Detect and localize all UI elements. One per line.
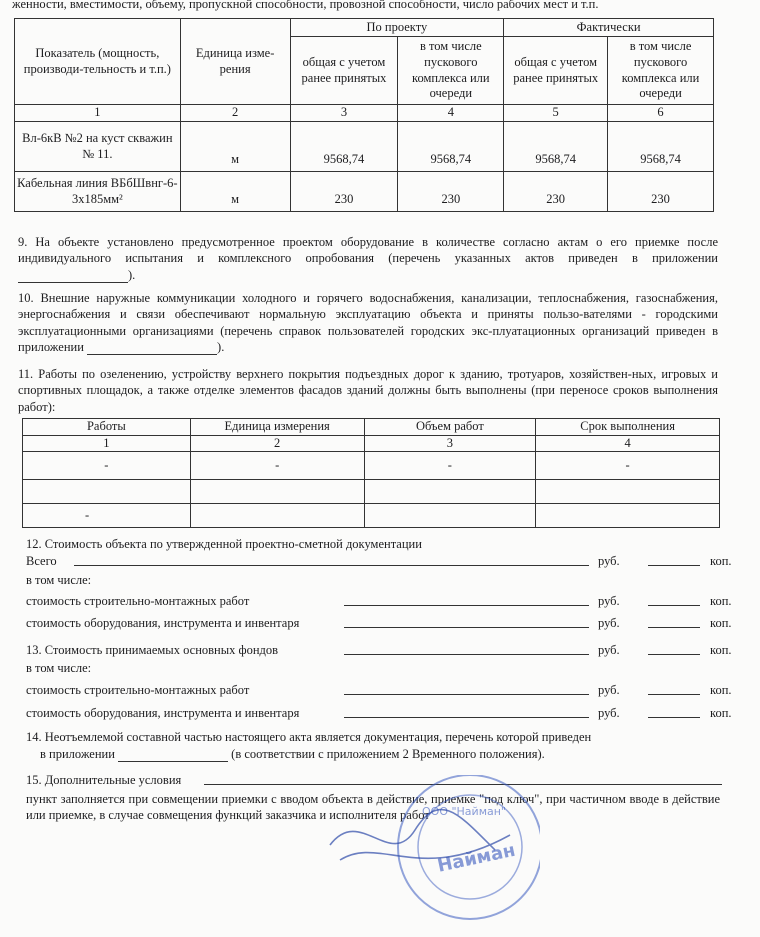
sum-blank [344, 605, 589, 606]
paragraph-10-end: ). [217, 339, 225, 354]
cost-total-row [26, 553, 732, 569]
kop-label: коп. [710, 706, 732, 720]
cell-dash: - [364, 452, 536, 480]
kop-blank [648, 565, 700, 566]
col-num: 2 [190, 435, 364, 452]
header-line: женности, вместимости, объему, пропускной способности, провозной способности, число рабочих мест и т.п. [12, 0, 599, 11]
paragraph-14-appendix [40, 746, 740, 762]
company-stamp [320, 775, 540, 935]
header-actual-total: общая с учетом ранее принятых [504, 37, 608, 105]
kop-label: коп. [710, 616, 732, 630]
appendix-blank [18, 270, 128, 283]
cell-dash: - [190, 452, 364, 480]
row-value: 230 [504, 172, 608, 212]
kop-label: коп. [710, 554, 732, 568]
sum-blank [344, 654, 589, 655]
kop-blank [648, 627, 700, 628]
cost-equip-row [26, 615, 732, 631]
stamp-org: ООО "Найман" [422, 805, 506, 818]
header-project: По проекту [290, 19, 504, 37]
smr-label: стоимость строительно-монтажных работ [26, 683, 250, 697]
col-num: 1 [15, 105, 181, 122]
stamp-ring [398, 775, 540, 919]
col-num: 3 [290, 105, 398, 122]
rub-label: руб. [598, 683, 620, 697]
paragraph-9-end: ). [128, 267, 136, 282]
cell-dash: - [23, 452, 191, 480]
row-name: Вл-6кВ №2 на куст скважин № 11. [15, 122, 181, 172]
table-row [23, 452, 720, 480]
kop-blank [648, 605, 700, 606]
row-value: 230 [290, 172, 398, 212]
appendix-blank [87, 342, 217, 355]
paragraph-11: 11. Работы по озеленению, устройству верхнего покрытия подъездных дорог к зданию, тротуаров, хозяйствен-ных, игровых и спортивных площадок, а также отделке элементов фасадов зданий должны быть выполнены (при переносе сроков выполнения работ): [18, 367, 718, 414]
cell-dash: - [23, 504, 191, 528]
header-project-incl: в том числе пускового комплекса или очереди [398, 37, 504, 105]
row-name: Кабельная линия ВБбШвнг-6- 3х185мм² [15, 172, 181, 212]
header-project-total: общая с учетом ранее принятых [290, 37, 398, 105]
smr-label: стоимость строительно-монтажных работ [26, 594, 250, 608]
sum-blank [344, 717, 589, 718]
incl-label: в том числе: [26, 573, 92, 587]
appendix-label: в приложении [40, 747, 115, 761]
header-indicator: Показатель (мощность, производи-тельность и т.п.) [15, 19, 181, 105]
paragraph-10 [18, 290, 718, 355]
col-num: 4 [398, 105, 504, 122]
paragraph-13-title: 13. Стоимость принимаемых основных фондов [26, 643, 279, 657]
rub-label: руб. [598, 594, 620, 608]
cost-smr-row [26, 682, 732, 698]
table-row [15, 122, 714, 172]
paragraph-15-title: 15. Дополнительные условия [26, 773, 182, 787]
kop-blank [648, 694, 700, 695]
paragraph-10-text: 10. Внешние наружные коммуникации холодного и горячего водоснабжения, канализации, теплоснабжения, газоснабжения, энергоснабжения и связи обеспечивают нормальную эксплуатацию объекта и приняты пользо-вателями - городскими эксплуатационными организациями (перечень справок пользователей городских экс-плуатационных организаций приведен в приложении [18, 291, 718, 354]
paragraph-12-title: 12. Стоимость объекта по утвержденной проектно-сметной документации [26, 537, 422, 551]
rub-label: руб. [598, 643, 620, 657]
col-num: 6 [608, 105, 714, 122]
sum-blank [344, 694, 589, 695]
appendix-note: (в соответствии с приложением 2 Временного положения). [231, 747, 545, 761]
equip-label: стоимость оборудования, инструмента и инвентаря [26, 616, 300, 630]
col-num: 4 [536, 435, 720, 452]
row-value: 9568,74 [504, 122, 608, 172]
header-actual: Фактически [504, 19, 714, 37]
cost-smr-row [26, 593, 732, 609]
table-row [15, 172, 714, 212]
kop-label: коп. [710, 594, 732, 608]
header-works: Работы [23, 419, 191, 436]
header-volume: Объем работ [364, 419, 536, 436]
col-num: 3 [364, 435, 536, 452]
stamp-name: Найман [435, 839, 518, 877]
sum-blank [344, 627, 589, 628]
header-unit: Единица измерения [190, 419, 364, 436]
rub-label: руб. [598, 554, 620, 568]
row-unit: м [180, 122, 290, 172]
col-num: 5 [504, 105, 608, 122]
row-value: 230 [398, 172, 504, 212]
header-actual-incl: в том числе пускового комплекса или очереди [608, 37, 714, 105]
incl-row [26, 572, 726, 588]
kop-label: коп. [710, 643, 732, 657]
incl-row [26, 660, 726, 676]
kop-blank [648, 654, 700, 655]
cost-equip-row [26, 705, 732, 721]
works-table [22, 418, 720, 528]
kop-blank [648, 717, 700, 718]
header-unit: Единица изме-рения [180, 19, 290, 105]
paragraph-9 [18, 234, 718, 283]
table-row [23, 504, 720, 528]
appendix-blank [118, 749, 228, 762]
row-value: 9568,74 [608, 122, 714, 172]
indicators-table [14, 18, 714, 212]
col-num: 2 [180, 105, 290, 122]
row-value: 9568,74 [290, 122, 398, 172]
total-label: Всего [26, 554, 57, 568]
paragraph-14: 14. Неотъемлемой составной частью настоящего акта является документация, перечень которой приведен [26, 730, 592, 744]
table-row [23, 480, 720, 504]
kop-label: коп. [710, 683, 732, 697]
header-term: Срок выполнения [536, 419, 720, 436]
cell-dash: - [536, 452, 720, 480]
row-value: 230 [608, 172, 714, 212]
row-value: 9568,74 [398, 122, 504, 172]
rub-label: руб. [598, 706, 620, 720]
fixed-assets-row [26, 642, 732, 658]
rub-label: руб. [598, 616, 620, 630]
row-unit: м [180, 172, 290, 212]
total-blank [74, 565, 589, 566]
paragraph-15-note: пункт заполняется при совмещении приемки с вводом объекта в действие, приемке "под ключ", при частичном вводе в действие или приемке, в случае совмещения функций заказчика и исполнителя работ [26, 792, 720, 823]
paragraph-9-text: 9. На объекте установлено предусмотренное проектом оборудование в количестве согласно актам о его приемке после индивидуального испытания и комплексного опробования (перечень указанных актов приведен в приложении [18, 235, 718, 266]
col-num: 1 [23, 435, 191, 452]
incl-label: в том числе: [26, 661, 92, 675]
equip-label: стоимость оборудования, инструмента и инвентаря [26, 706, 300, 720]
